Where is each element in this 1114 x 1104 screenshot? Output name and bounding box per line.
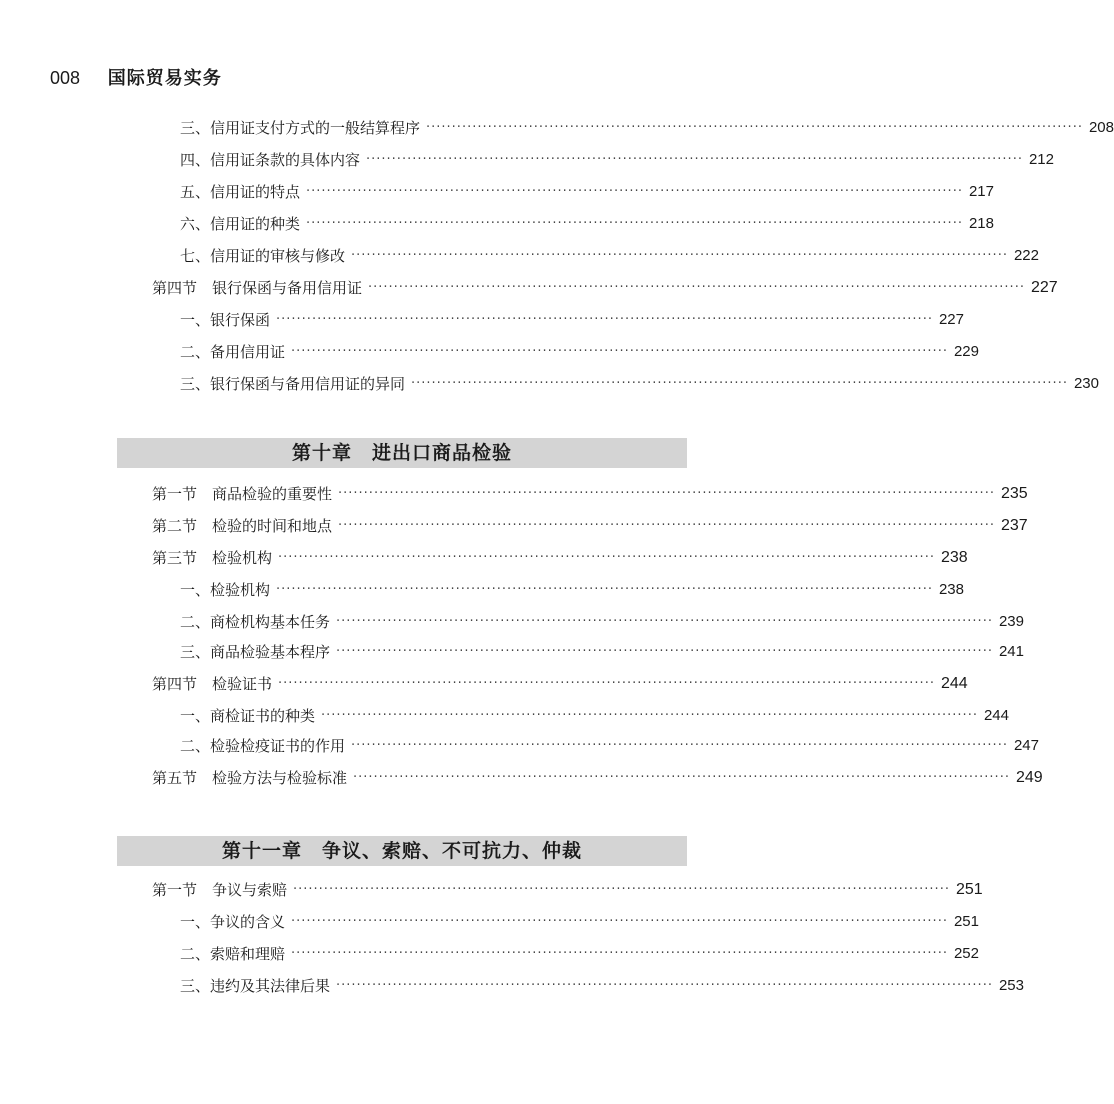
toc-entry[interactable] [180,244,1039,268]
leader-dots: ································································································································ [336,614,993,629]
leader-dots: ································································································································ [411,376,1068,391]
toc-entry-title: 三、违约及其法律后果 [180,977,331,995]
leader-dots: ································································································································ [276,582,933,597]
toc-entry-page: 247 [1013,737,1039,754]
toc-section[interactable] [152,546,968,570]
toc-section-title: 第一节 争议与索赔 [152,881,288,899]
toc-entry-title: 一、检验机构 [180,581,271,599]
toc-section-title: 第三节 检验机构 [152,549,273,567]
toc-entry[interactable] [180,910,979,934]
leader-dots: ································································································································ [351,248,1008,263]
toc-entry-title: 六、信用证的种类 [180,215,301,233]
toc-entry[interactable] [180,640,1024,664]
toc-entry[interactable] [180,308,964,332]
leader-dots: ································································································································ [426,120,1083,135]
leader-dots: ································································································································ [338,486,995,501]
leader-dots: ································································································································ [321,708,978,723]
toc-section[interactable] [152,482,1028,506]
toc-entry-page: 239 [998,613,1024,630]
toc-entry-page: 251 [953,913,979,930]
leader-dots: ································································································································ [351,738,1008,753]
leader-dots: ································································································································ [278,550,935,565]
leader-dots: ································································································································ [291,946,948,961]
toc-section[interactable] [152,276,1058,300]
toc-entry-page: 222 [1013,247,1039,264]
toc-entry-title: 三、银行保函与备用信用证的异同 [180,375,406,393]
toc-section-page: 244 [940,675,968,692]
toc-section-page: 251 [955,881,983,898]
toc-entry-title: 一、争议的含义 [180,913,286,931]
toc-section-title: 第一节 商品检验的重要性 [152,485,333,503]
toc-entry-title: 一、商检证书的种类 [180,707,316,725]
toc-entry-title: 二、检验检疫证书的作用 [180,737,346,755]
toc-section[interactable] [152,766,1043,790]
toc-entry-page: 238 [938,581,964,598]
toc-section[interactable] [152,672,968,696]
toc-section-title: 第四节 检验证书 [152,675,273,693]
toc-entry-title: 三、信用证支付方式的一般结算程序 [180,119,421,137]
leader-dots: ································································································································ [353,770,1010,785]
leader-dots: ································································································································ [306,216,963,231]
toc-entry-page: 229 [953,343,979,360]
toc-entry[interactable] [180,974,1024,998]
toc-entry-page: 230 [1073,375,1099,392]
leader-dots: ································································································································ [366,152,1023,167]
toc-entry-page: 212 [1028,151,1054,168]
toc-section[interactable] [152,514,1028,538]
chapter-10-heading[interactable]: 第十章 进出口商品检验 [117,438,687,468]
toc-entry[interactable] [180,578,964,602]
toc-entry-title: 五、信用证的特点 [180,183,301,201]
book-title: 国际贸易实务 [107,68,222,89]
toc-entry[interactable] [180,942,979,966]
toc-entry-page: 208 [1088,119,1114,136]
chapter-11-heading[interactable]: 第十一章 争议、索赔、不可抗力、仲裁 [117,836,687,866]
toc-section-title: 第五节 检验方法与检验标准 [152,769,348,787]
running-header [50,64,222,90]
toc-entry[interactable] [180,734,1039,758]
toc-entry[interactable] [180,340,979,364]
toc-entry-title: 一、银行保函 [180,311,271,329]
toc-entry[interactable] [180,180,994,204]
page-number: 008 [50,68,81,88]
toc-section-page: 235 [1000,485,1028,502]
toc-entry[interactable] [180,372,1099,396]
leader-dots: ································································································································ [276,312,933,327]
leader-dots: ································································································································ [336,978,993,993]
toc-entry[interactable] [180,116,1114,140]
toc-entry-title: 二、索赔和理赔 [180,945,286,963]
leader-dots: ································································································································ [336,644,993,659]
leader-dots: ································································································································ [291,914,948,929]
leader-dots: ································································································································ [368,280,1025,295]
toc-entry-page: 217 [968,183,994,200]
toc-entry[interactable] [180,610,1024,634]
toc-entry-page: 241 [998,643,1024,660]
toc-entry-page: 252 [953,945,979,962]
toc-entry-title: 二、商检机构基本任务 [180,613,331,631]
toc-section-title: 第四节 银行保函与备用信用证 [152,279,363,297]
toc-entry[interactable] [180,212,994,236]
leader-dots: ································································································································ [306,184,963,199]
toc-section-page: 227 [1030,279,1058,296]
toc-entry-title: 三、商品检验基本程序 [180,643,331,661]
toc-section-page: 238 [940,549,968,566]
toc-entry[interactable] [180,148,1054,172]
toc-entry-page: 218 [968,215,994,232]
toc-entry-title: 二、备用信用证 [180,343,286,361]
toc-entry-title: 四、信用证条款的具体内容 [180,151,361,169]
toc-entry[interactable] [180,704,1009,728]
leader-dots: ································································································································ [293,882,950,897]
toc-section-page: 237 [1000,517,1028,534]
toc-section[interactable] [152,878,983,902]
toc-section-page: 249 [1015,769,1043,786]
toc-entry-page: 253 [998,977,1024,994]
leader-dots: ································································································································ [291,344,948,359]
toc-section-title: 第二节 检验的时间和地点 [152,517,333,535]
leader-dots: ································································································································ [278,676,935,691]
toc-entry-page: 227 [938,311,964,328]
toc-entry-title: 七、信用证的审核与修改 [180,247,346,265]
toc-entry-page: 244 [983,707,1009,724]
leader-dots: ································································································································ [338,518,995,533]
